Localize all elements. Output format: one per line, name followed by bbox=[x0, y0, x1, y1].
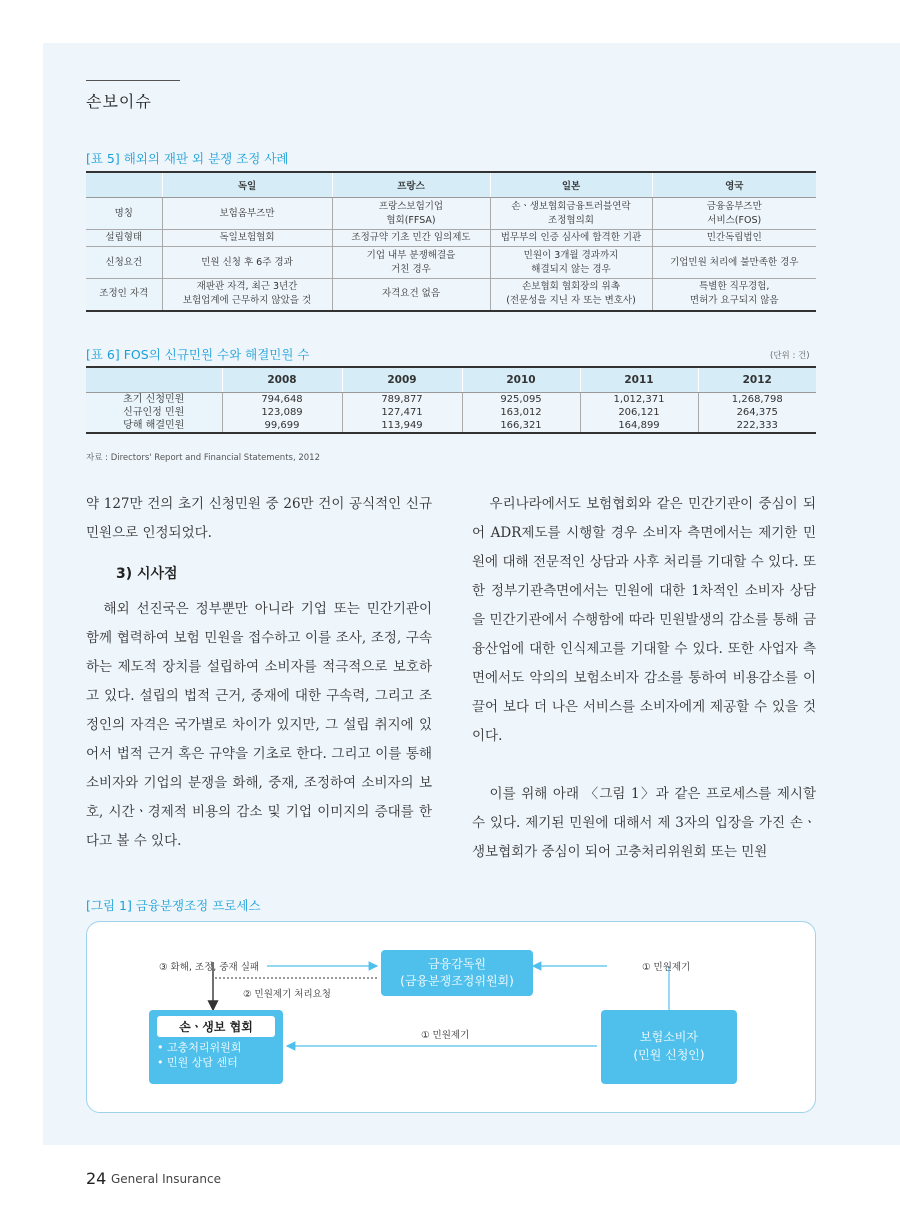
row-label: 신청요건 bbox=[86, 247, 162, 279]
table5-header-row bbox=[86, 172, 816, 198]
table-cell: 민간독립법인 bbox=[652, 230, 816, 247]
row-label: 명칭 bbox=[86, 198, 162, 230]
row-label: 초기 신청민원 bbox=[86, 393, 222, 407]
association-item: • 민원 상담 센터 bbox=[157, 1056, 238, 1069]
table-cell: 127,471 bbox=[342, 406, 462, 419]
fss-title: 금융감독원 bbox=[428, 957, 486, 971]
fss-box bbox=[381, 950, 533, 996]
table6-header-cell: 2009 bbox=[342, 367, 462, 393]
table-cell: 프랑스보험기업 협회(FFSA) bbox=[332, 198, 490, 230]
table-row bbox=[86, 279, 816, 311]
table-cell: 손ㆍ생보협회금융트러블연락 조정협의회 bbox=[490, 198, 652, 230]
table5 bbox=[86, 171, 816, 312]
table6-unit: (단위 : 건) bbox=[770, 351, 810, 361]
table-row bbox=[86, 198, 816, 230]
table-cell: 163,012 bbox=[462, 406, 580, 419]
section-heading: 3) 시사점 bbox=[116, 566, 178, 582]
table-cell: 206,121 bbox=[580, 406, 698, 419]
association-box bbox=[149, 1010, 283, 1084]
table-row bbox=[86, 393, 816, 407]
page-number: 24 bbox=[86, 1169, 107, 1188]
row-label: 신규인정 민원 bbox=[86, 406, 222, 419]
table6-source: 자료 : Directors' Report and Financial Statements, 2012 bbox=[86, 453, 320, 463]
section-tag: 손보이슈 bbox=[86, 80, 180, 112]
table-cell: 자격요건 없음 bbox=[332, 279, 490, 311]
table-row bbox=[86, 247, 816, 279]
paragraph: 이를 위해 아래 〈그림 1〉과 같은 프로세스를 제시할 수 있다. 제기된 민원에 대해서 제 3자의 입장을 가진 손ㆍ생보협회가 중심이 되어 고충처리위원회 또는 민원 bbox=[472, 786, 816, 860]
table-cell: 기업민원 처리에 불만족한 경우 bbox=[652, 247, 816, 279]
table-row bbox=[86, 419, 816, 433]
right-column bbox=[472, 490, 816, 867]
paragraph: 약 127만 건의 초기 신청민원 중 26만 건이 공식적인 신규 민원으로 인정되었다. bbox=[86, 496, 432, 541]
association-title: 손ㆍ생보 협회 bbox=[157, 1016, 275, 1037]
table6-header-cell bbox=[86, 367, 222, 393]
table6-caption: [표 6] FOS의 신규민원 수와 해결민원 수 bbox=[86, 347, 310, 362]
table5-header-cell: 일본 bbox=[490, 172, 652, 198]
paragraph: 해외 선진국은 정부뿐만 아니라 기업 또는 민간기관이 함께 협력하여 보험 민원을 접수하고 이를 조사, 조정, 구속하는 제도적 장치를 설립하여 소비자를 적극적으로 보호하고 있다. 설립의 법적 근거, 중재에 대한 구속력, 그리고 조정인의 자격은 국가별로 차이가 있지만, 그 설립 취지에 있어서 법적 근거 혹은 규약을 기초로 한다. 그리고 이를 통해 소비자와 기업의 분쟁을 화해, 중재, 조정하여 소비자의 보호, 시간ㆍ경제적 비용의 감소 및 기업 이미지의 증대를 한다고 볼 수 있다. bbox=[86, 601, 432, 849]
label-complaint-right: ① 민원제기 bbox=[642, 962, 691, 973]
table-cell: 특별한 직무경험, 면허가 요구되지 않음 bbox=[652, 279, 816, 311]
publication-title: General Insurance bbox=[111, 1172, 221, 1186]
consumer-title: 보험소비자 bbox=[640, 1030, 698, 1044]
table-cell: 기업 내부 분쟁해결을 거친 경우 bbox=[332, 247, 490, 279]
table-row bbox=[86, 230, 816, 247]
table-cell: 조정규약 기초 민간 임의제도 bbox=[332, 230, 490, 247]
table-cell: 99,699 bbox=[222, 419, 342, 433]
figure-process bbox=[86, 921, 816, 1113]
table6-header-cell: 2011 bbox=[580, 367, 698, 393]
table5-header-cell: 독일 bbox=[162, 172, 332, 198]
table5-header-cell: 영국 bbox=[652, 172, 816, 198]
table-cell: 손보협회 협회장의 위촉 (전문성을 지닌 자 또는 변호사) bbox=[490, 279, 652, 311]
table-cell: 222,333 bbox=[698, 419, 816, 433]
table-cell: 법무부의 인증 심사에 합격한 기관 bbox=[490, 230, 652, 247]
fss-subtitle: (금융분쟁조정위원회) bbox=[400, 974, 514, 988]
table-cell: 독일보험협회 bbox=[162, 230, 332, 247]
table6-header-cell: 2008 bbox=[222, 367, 342, 393]
row-label: 설립형태 bbox=[86, 230, 162, 247]
table5-header-cell bbox=[86, 172, 162, 198]
table-cell: 264,375 bbox=[698, 406, 816, 419]
row-label: 당해 해결민원 bbox=[86, 419, 222, 433]
table-cell: 민원이 3개월 경과까지 해결되지 않는 경우 bbox=[490, 247, 652, 279]
table-cell: 925,095 bbox=[462, 393, 580, 407]
table6-header-row bbox=[86, 367, 816, 393]
table-row bbox=[86, 406, 816, 419]
table6-header-cell: 2010 bbox=[462, 367, 580, 393]
table-cell: 1,012,371 bbox=[580, 393, 698, 407]
table-cell: 민원 신청 후 6주 경과 bbox=[162, 247, 332, 279]
figure-caption: [그림 1] 금융분쟁조정 프로세스 bbox=[86, 898, 261, 913]
table6 bbox=[86, 366, 816, 434]
consumer-subtitle: (민원 신청인) bbox=[633, 1048, 705, 1062]
label-request: ② 민원제기 처리요청 bbox=[243, 989, 331, 1000]
table6-header-cell: 2012 bbox=[698, 367, 816, 393]
table-cell: 166,321 bbox=[462, 419, 580, 433]
table5-header-cell: 프랑스 bbox=[332, 172, 490, 198]
table-cell: 1,268,798 bbox=[698, 393, 816, 407]
table-cell: 금융옴부즈만 서비스(FOS) bbox=[652, 198, 816, 230]
table-cell: 보험옴부즈만 bbox=[162, 198, 332, 230]
table-cell: 재판관 자격, 최근 3년간 보험업계에 근무하지 않았을 것 bbox=[162, 279, 332, 311]
paragraph: 우리나라에서도 보험협회와 같은 민간기관이 중심이 되어 ADR제도를 시행할 경우 소비자 측면에서는 제기한 민원에 대해 전문적인 상담과 사후 처리를 기대할 수 있다. 또한 정부기관측면에서는 민원에 대한 1차적인 소비자 상담을 민간기관에서 수행함에 따라 민원발생의 감소를 통해 금융산업에 대한 인식제고를 기대할 수 있다. 또한 사업자 측면에서도 악의의 보험소비자 감소를 통하여 비용감소를 이끌어 보다 더 나은 서비스를 소비자에게 제공할 수 있을 것이다. bbox=[472, 496, 816, 744]
row-label: 조정인 자격 bbox=[86, 279, 162, 311]
table-cell: 113,949 bbox=[342, 419, 462, 433]
label-fail: ③ 화해, 조정, 중재 실패 bbox=[159, 962, 260, 973]
label-complaint-mid: ① 민원제기 bbox=[421, 1030, 470, 1041]
left-column bbox=[86, 490, 432, 856]
table-cell: 164,899 bbox=[580, 419, 698, 433]
table5-caption: [표 5] 해외의 재판 외 분쟁 조정 사례 bbox=[86, 151, 289, 166]
table-cell: 794,648 bbox=[222, 393, 342, 407]
consumer-box bbox=[601, 1010, 737, 1084]
table-cell: 123,089 bbox=[222, 406, 342, 419]
table-cell: 789,877 bbox=[342, 393, 462, 407]
association-item: • 고충처리위원회 bbox=[157, 1041, 242, 1054]
